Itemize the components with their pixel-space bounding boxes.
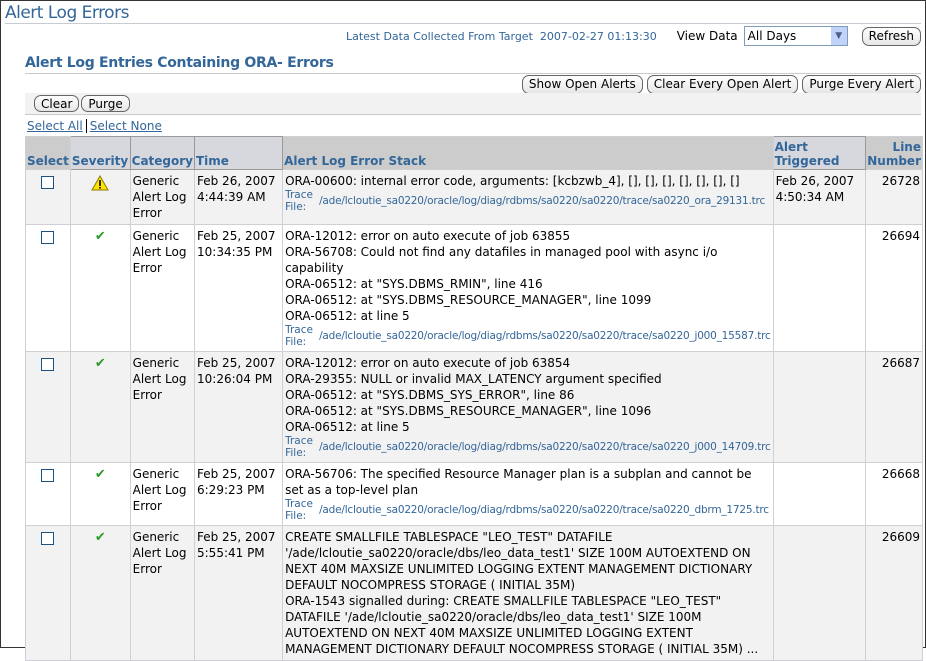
collected-value: 2007-02-27 01:13:30 [539,29,657,43]
alert-triggered [773,225,866,352]
trace-label: Trace File: [285,498,313,522]
error-line: ORA-06512: at "SYS.DBMS_RESOURCE_MANAGER", line 1096 [285,404,652,418]
trace-file-link[interactable]: /ade/lcloutie_sa0220/oracle/log/diag/rdbms/sa0220/sa0220/trace/sa0220_j000_14709.trc [319,441,771,453]
divider [25,73,921,74]
checkmark-icon: ✔ [94,467,106,482]
trace-file-link[interactable]: /ade/lcloutie_sa0220/oracle/log/diag/rdbms/sa0220/sa0220/trace/sa0220_dbrm_1725.trc [319,504,769,516]
select-all-link[interactable]: Select All [27,119,83,133]
table-action-bar [25,93,921,115]
error-stack [283,170,774,225]
clear-button[interactable]: Clear [34,95,79,112]
checkmark-icon: ✔ [94,530,106,545]
purge-button[interactable]: Purge [81,95,129,112]
trace-file [285,498,771,522]
trace-label: Trace File: [285,324,313,348]
chevron-down-icon[interactable]: ▼ [831,27,847,45]
line-number: 26687 [866,352,923,463]
time: Feb 25, 2007 10:34:35 PM [195,225,283,352]
col-line-number: Line Number [866,137,923,170]
error-line: ORA-06512: at line 5 [285,420,410,434]
view-data-select[interactable] [744,26,848,46]
trace-file [285,189,771,213]
time: Feb 25, 2007 5:55:41 PM [195,526,283,661]
error-stack [283,526,774,661]
col-severity[interactable]: Severity [70,137,130,170]
alert-triggered [773,526,866,661]
row-checkbox[interactable] [41,176,54,189]
page-title: Alert Log Errors [5,3,129,23]
row-checkbox[interactable] [41,358,54,371]
view-data-label: View Data [676,29,738,43]
row-checkbox[interactable] [41,231,54,244]
table-row [26,225,923,352]
purge-every-alert-button[interactable]: Purge Every Alert [802,75,921,94]
row-checkbox[interactable] [41,469,54,482]
line-number: 26694 [866,225,923,352]
time: Feb 26, 2007 4:44:39 AM [195,170,283,225]
error-line: ORA-12012: error on auto execute of job 63854 [285,356,571,370]
error-line: ORA-06512: at "SYS.DBMS_RMIN", line 416 [285,277,543,291]
table-row [26,463,923,526]
category: Generic Alert Log Error [130,352,194,463]
error-line: ORA-00600: internal error code, arguments: [kcbzwb_4], [], [], [], [], [], [], [] [285,174,740,188]
trace-file [285,435,771,459]
table-row [26,352,923,463]
error-line: ORA-29355: NULL or invalid MAX_LATENCY argument specified [285,372,662,386]
alert-triggered [773,463,866,526]
error-stack [283,225,774,352]
error-line: ORA-56708: Could not find any datafiles in managed pool with async i/o capability [285,245,718,275]
warning-triangle-icon [91,175,109,191]
time: Feb 25, 2007 6:29:23 PM [195,463,283,526]
alert-triggered: Feb 26, 2007 4:50:34 AM [773,170,866,225]
view-data-value: All Days [747,29,797,43]
alert-triggered [773,352,866,463]
error-line: ORA-06512: at "SYS.DBMS_SYS_ERROR", line 86 [285,388,575,402]
data-collection-bar [346,26,921,46]
alert-log-table [25,136,923,661]
table-header-row [26,137,923,170]
trace-file [285,324,771,348]
table-row [26,526,923,661]
checkmark-icon: ✔ [94,356,106,371]
error-line: ORA-1543 signalled during: CREATE SMALLFILE TABLESPACE "LEO_TEST" DATAFILE '/ade/lcloutie_sa0220/oracle/dbs/leo_data_test1' SIZE 100M AUTOEXTEND ON NEXT 40M MAXSIZE UNLIMITED LOGGING EXTENT MANAGEMENT DICTIONARY DEFAULT NOCOMPRESS STORAGE ( INITIAL 35M) ... [285,594,759,656]
divider [5,23,921,24]
select-none-link[interactable]: Select None [89,119,162,133]
line-number: 26668 [866,463,923,526]
trace-file-link[interactable]: /ade/lcloutie_sa0220/oracle/log/diag/rdbms/sa0220/sa0220/trace/sa0220_j000_15587.trc [319,330,771,342]
trace-label: Trace File: [285,189,313,213]
col-stack: Alert Log Error Stack [283,137,774,170]
category: Generic Alert Log Error [130,463,194,526]
checkmark-icon: ✔ [94,229,106,244]
col-category[interactable]: Category [130,137,194,170]
category: Generic Alert Log Error [130,526,194,661]
error-line: ORA-56706: The specified Resource Manager plan is a subplan and cannot be set as a top-level plan [285,467,752,497]
trace-file-link[interactable]: /ade/lcloutie_sa0220/oracle/log/diag/rdbms/sa0220/sa0220/trace/sa0220_ora_29131.trc [319,195,766,207]
collected-label: Latest Data Collected From Target [345,29,533,43]
category: Generic Alert Log Error [130,170,194,225]
trace-label: Trace File: [285,435,313,459]
col-alert-triggered[interactable]: Alert Triggered [773,137,866,170]
time: Feb 25, 2007 10:26:04 PM [195,352,283,463]
section-title: Alert Log Entries Containing ORA- Errors [25,55,334,71]
error-line: ORA-12012: error on auto execute of job 63855 [285,229,571,243]
refresh-button[interactable]: Refresh [862,27,921,46]
table-row [26,170,923,225]
error-stack [283,463,774,526]
clear-every-open-alert-button[interactable]: Clear Every Open Alert [647,75,799,94]
col-time[interactable]: Time [195,137,283,170]
error-line: CREATE SMALLFILE TABLESPACE "LEO_TEST" DATAFILE '/ade/lcloutie_sa0220/oracle/dbs/leo_data_test1' SIZE 100M AUTOEXTEND ON NEXT 40M MAXSIZE UNLIMITED LOGGING EXTENT MANAGEMENT DICTIONARY DEFAULT NOCOMPRESS STORAGE ( INITIAL 35M) [285,530,753,592]
line-number: 26609 [866,526,923,661]
error-line: ORA-06512: at "SYS.DBMS_RESOURCE_MANAGER", line 1099 [285,293,652,307]
col-select: Select [26,137,71,170]
category: Generic Alert Log Error [130,225,194,352]
error-line: ORA-06512: at line 5 [285,309,410,323]
latest-data-collected [346,30,657,43]
line-number: 26728 [866,170,923,225]
show-open-alerts-button[interactable]: Show Open Alerts [522,75,643,94]
divider [86,119,87,133]
row-checkbox[interactable] [41,532,54,545]
error-stack [283,352,774,463]
